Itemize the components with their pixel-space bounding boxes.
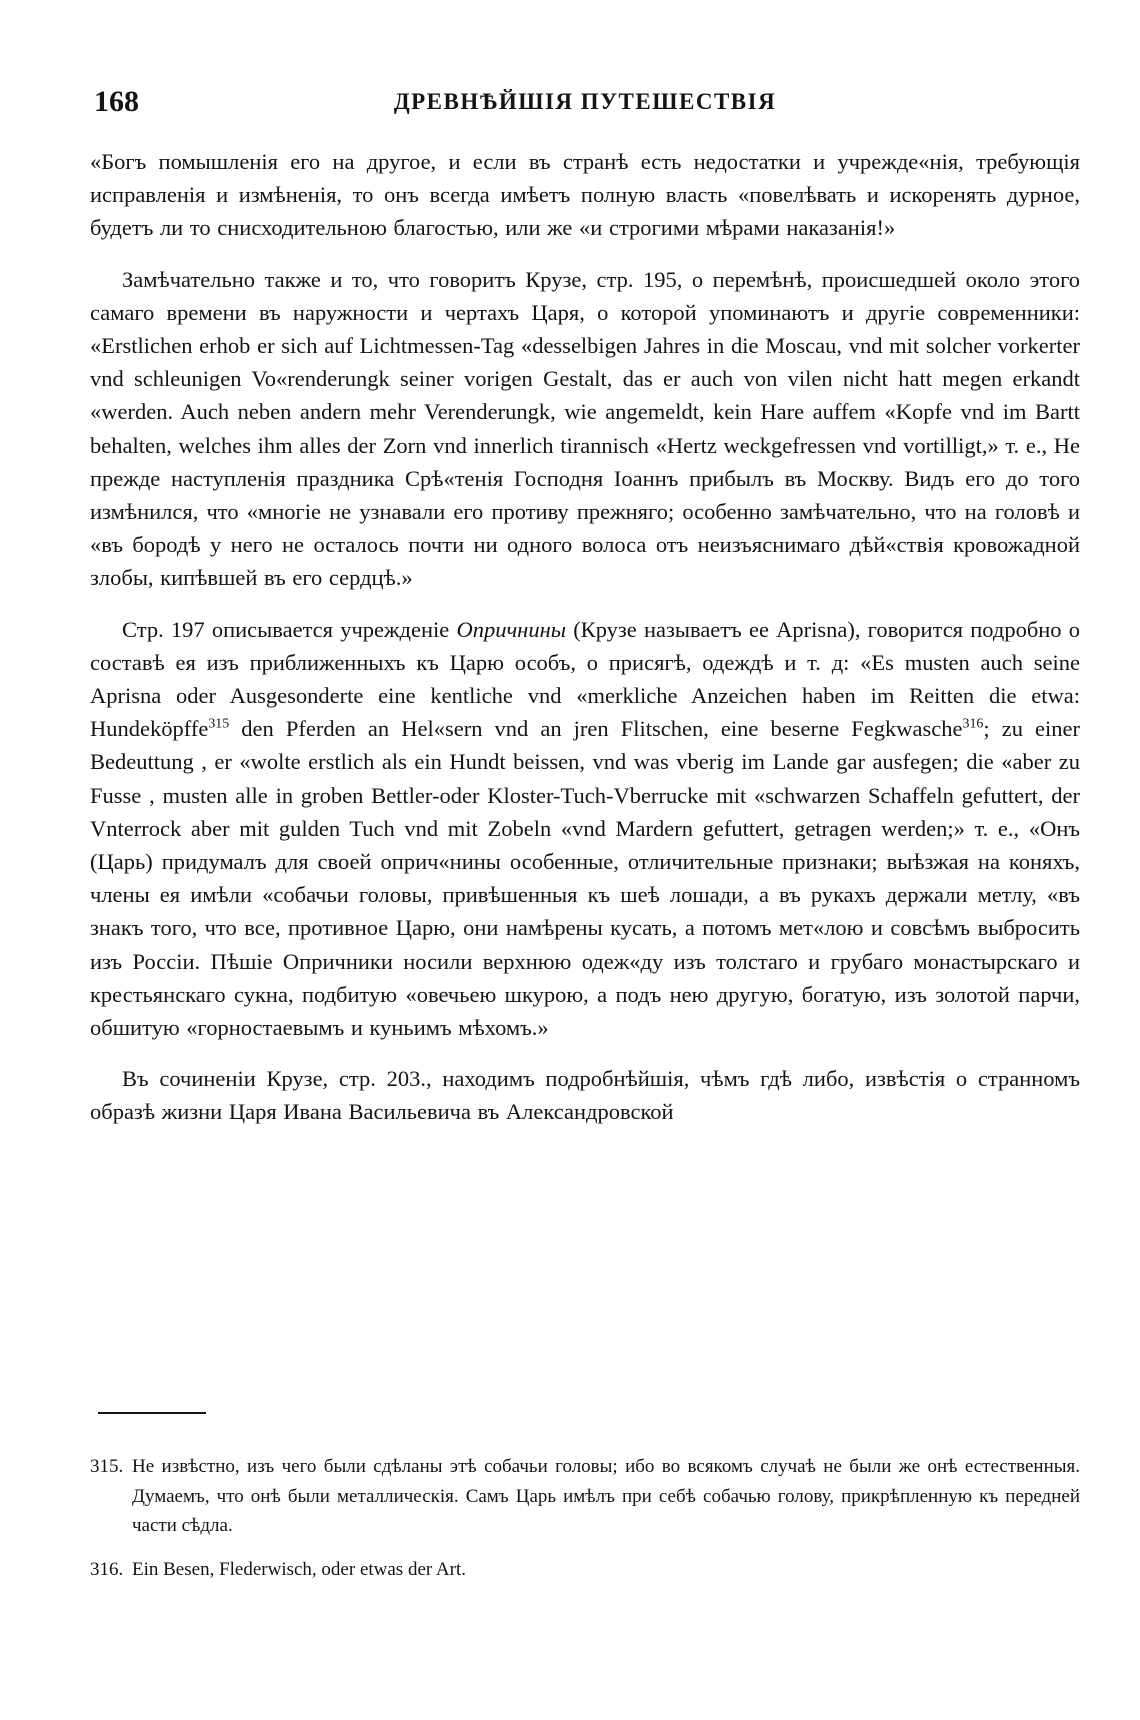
paragraph-kruse-p203: Въ сочиненіи Крузе, стр. 203., находимъ подробнѣйшія, чѣмъ гдѣ либо, извѣстія о странномъ образѣ жизни Царя Ивана Васильевича въ Александровской — [90, 1066, 1080, 1125]
footnote-text: Ein Besen, Flederwisch, oder etwas der Art. — [132, 1558, 466, 1580]
footnote-reference-315[interactable]: 315 — [208, 716, 230, 732]
footnote-316 — [90, 1555, 1080, 1585]
paragraph-text: ; zu einer Bedeuttung , er «wolte erstlich als ein Hundt beissen, vnd was vberig im Lande gar ausfegen; die «aber zu Fusse , musten alle in groben Bettler-oder Kloster-Tuch-Vberrucke mit «schwarzen Schaffeln gefuttert, der Vnterrock aber mit gulden Tuch vnd mit Zobeln «vnd Mardern gefuttert, getragen werden;» т. е., «Онъ (Царь) придумалъ для своей оприч«нины особенные, отличительные признаки; выѣзжая на коняхъ, члены ея имѣли «собачьи головы, привѣшенныя къ шеѣ лошади, а въ рукахъ держали метлу, «въ знакъ того, что все, противное Царю, они намѣрены кусать, а потомъ мет«лою и совсѣмъ выбросить изъ Россіи. Пѣшіе Опричники носили верхнюю одеж«ду изъ толстаго и грубаго монастырскаго и крестьянскаго сукна, подбитую «овечьею шкурою, а подъ нею другую, богатую, изъ золотой парчи, обшитую «горностаевымъ и куньимъ мѣхомъ.» — [90, 716, 1080, 1041]
paragraph-kruse-p197 — [90, 613, 1080, 1045]
footnote-reference-316[interactable]: 316 — [962, 716, 984, 732]
main-text — [90, 145, 1080, 1147]
paragraph-kruse-p195: Замѣчательно также и то, что говоритъ Крузе, стр. 195, о перемѣнѣ, происшедшей около этого самаго времени въ наружности и чертахъ Царя, о которой упоминаютъ и другіе современники: «Erstlichen erhob er sich auf Lichtmessen-Tag «desselbigen Jahres in die Moscau, vnd mit solcher vorkerter vnd schleunigen Vo«renderungk seiner vorigen Gestalt, das er auch von vilen nicht hatt megen erkandt «werden. Auch neben andern mehr Verenderungk, wie angemeldt, kein Hare auffem «Kopfe vnd im Bartt behalten, welches ihm alles der Zorn vnd innerlich tirannisch «Hertz weckgefressen vnd vortilligt,» т. е., Не прежде наступленія праздника Срѣ«тенія Господня Іоаннъ прибылъ въ Москву. Видъ его до того измѣнился, что «многіе не узнавали его противу прежняго; особенно замѣчательно, что на головѣ и «въ бородѣ у него не осталось почти ни одного волоса отъ неизъяснимаго дѣй«ствія кровожадной злобы, кипѣвшей въ его сердцѣ.» — [90, 266, 1080, 591]
paragraph-text: (Крузе называетъ ее Aprisna), говорится подробно о составѣ ея изъ приближенныхъ къ Царю особъ, о присягѣ, одеждѣ и т. д: «Es musten auch seine Aprisna oder Ausgesonderte eine kentliche vnd «merkliche Anzeichen haben im Reitten die etwa: Hundeköpffe — [90, 616, 1080, 742]
footnote-divider — [98, 1412, 206, 1414]
quote-continuation: «Богъ помышленія его на другое, и если въ странѣ есть недостатки и учрежде«нія, требующія исправленія и измѣненія, то онъ всегда имѣетъ полную власть «повелѣвать и искоренять дурное, будетъ ли то снисходительною благостью, или же «и строгими мѣрами наказанія!» — [90, 149, 1080, 241]
paragraph-text: Стр. 197 описывается учрежденіе — [122, 616, 457, 642]
footnote-text: Не извѣстно, изъ чего были сдѣланы этѣ собачьи головы; ибо во всякомъ случаѣ не были же онѣ естественныя. Думаемъ, что онѣ были металлическія. Самъ Царь имѣлъ при себѣ собачью голову, прикрѣпленную къ передней части сѣдла. — [132, 1456, 1080, 1536]
paragraph-text: den Pferden an Hel«sern vnd an jren Flitschen, eine beserne Fegkwasche — [229, 716, 963, 742]
running-head — [90, 82, 1080, 122]
italic-term-oprichnina: Опричнины — [456, 616, 566, 642]
footnotes — [90, 1452, 1080, 1598]
footnote-number: 316. — [90, 1558, 124, 1580]
running-title: ДРЕВНѢЙШІЯ ПУТЕШЕСТВІЯ — [393, 89, 777, 114]
footnote-number: 315. — [90, 1456, 124, 1477]
footnote-315 — [90, 1452, 1080, 1541]
page-number: 168 — [94, 85, 139, 118]
